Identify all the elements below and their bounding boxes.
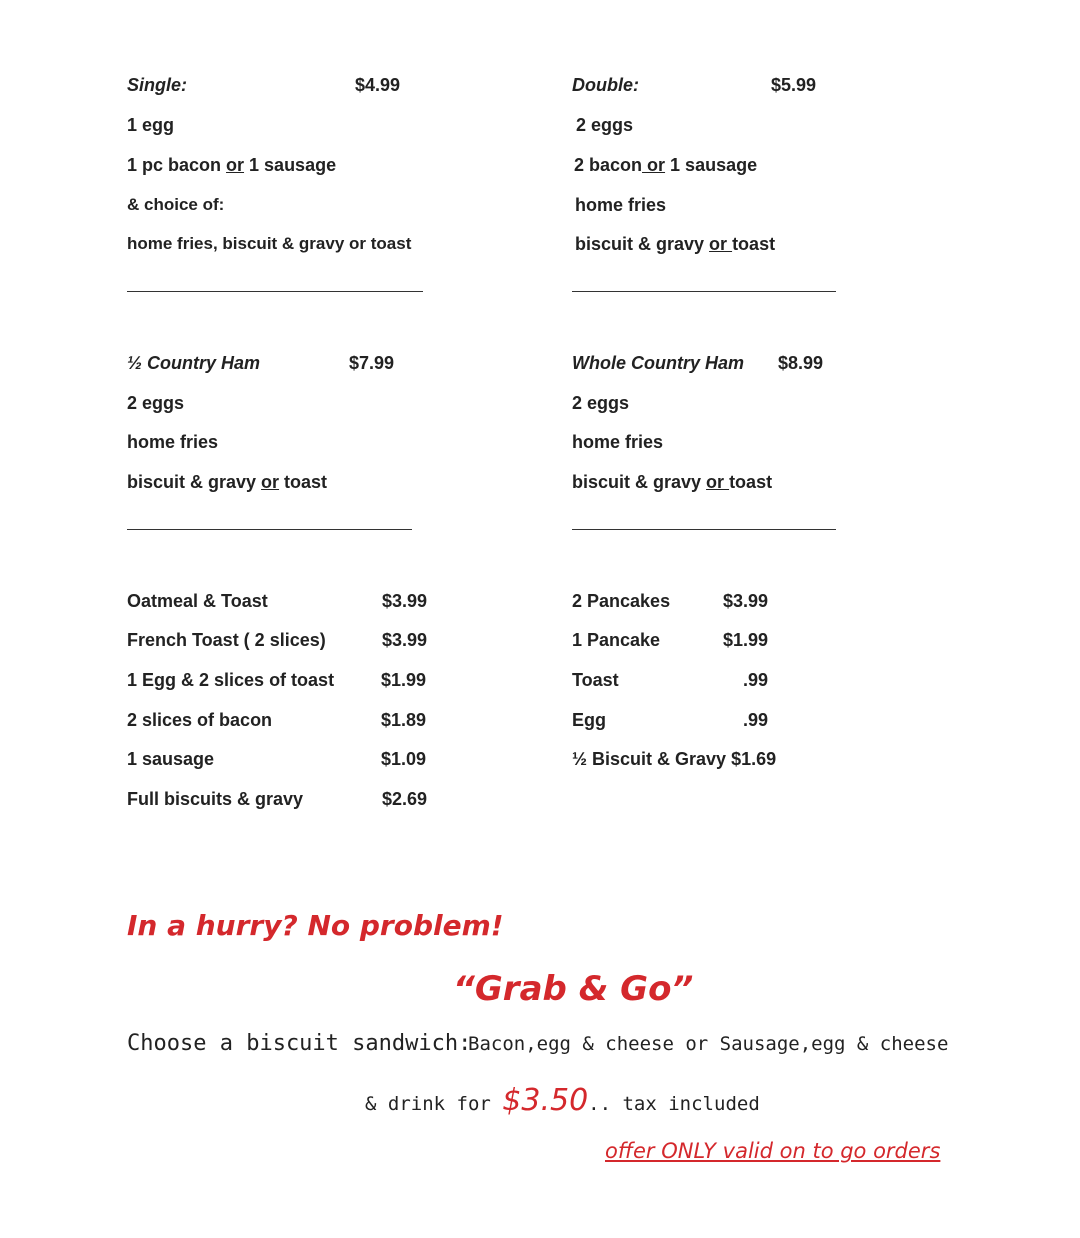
half-ham-line-3 <box>127 473 327 491</box>
list-item-price: $1.99 <box>723 630 769 650</box>
double-price: $5.99 <box>771 75 817 95</box>
list-item-name: 2 Pancakes <box>572 591 671 611</box>
double-line-2-or: or <box>642 155 666 175</box>
grab-go-heading: “Grab & Go” <box>453 969 694 1009</box>
single-line-2 <box>127 156 336 174</box>
double-line-2-post: 1 sausage <box>665 155 758 175</box>
single-line-2-post: 1 sausage <box>244 155 337 175</box>
divider <box>572 291 836 292</box>
whole-ham-title: Whole Country Ham <box>572 353 745 373</box>
list-item-price: $3.99 <box>382 630 428 650</box>
double-title: Double: <box>572 75 639 95</box>
list-item-name: 2 slices of bacon <box>127 710 273 730</box>
list-item-name: Oatmeal & Toast <box>127 591 268 611</box>
divider <box>572 529 836 530</box>
list-item-price: .99 <box>743 670 769 690</box>
drink-price: $3.50 <box>502 1083 589 1118</box>
list-item-price: $1.09 <box>381 749 427 769</box>
list-item-name: ½ Biscuit & Gravy $1.69 <box>572 749 777 769</box>
list-item-name: Full biscuits & gravy <box>127 789 304 809</box>
half-ham-line-2: home fries <box>127 432 219 452</box>
whole-ham-line-3-or: or <box>706 472 730 492</box>
list-item-price: $1.99 <box>381 670 427 690</box>
list-item-name: French Toast ( 2 slices) <box>127 630 326 650</box>
half-ham-title: ½ Country Ham <box>127 353 261 373</box>
double-line-3: home fries <box>575 195 667 215</box>
choose-options: Bacon,egg & cheese or Sausage,egg & cheese <box>468 1033 949 1055</box>
list-item-name: 1 sausage <box>127 749 215 769</box>
offer-note: offer ONLY valid on to go orders <box>605 1139 941 1163</box>
drink-offer-post: .. tax included <box>588 1093 760 1115</box>
divider <box>127 529 412 530</box>
half-ham-line-3-pre: biscuit & gravy <box>127 472 262 492</box>
list-item-price: $2.69 <box>382 789 428 809</box>
double-line-4-pre: biscuit & gravy <box>575 234 710 254</box>
list-item-price: $3.99 <box>382 591 428 611</box>
whole-ham-line-3-pre: biscuit & gravy <box>572 472 707 492</box>
double-line-4-or: or <box>709 234 733 254</box>
list-item-name: 1 Pancake <box>572 630 661 650</box>
half-ham-line-3-post: toast <box>279 472 328 492</box>
double-line-2-pre: 2 bacon <box>574 155 643 175</box>
drink-offer <box>365 1083 760 1118</box>
choose-label: Choose a biscuit sandwich: <box>127 1031 472 1056</box>
drink-offer-pre: & drink for <box>365 1093 503 1115</box>
single-line-3: & choice of: <box>127 195 225 214</box>
whole-ham-line-2: home fries <box>572 432 664 452</box>
double-line-4 <box>575 235 775 253</box>
double-line-2 <box>574 156 757 174</box>
list-item-name: Toast <box>572 670 619 690</box>
half-ham-line-1: 2 eggs <box>127 393 185 413</box>
divider <box>127 291 423 292</box>
single-line-2-or: or <box>226 155 245 175</box>
hurry-heading: In a hurry? No problem! <box>127 909 504 942</box>
half-ham-price: $7.99 <box>349 353 395 373</box>
whole-ham-line-1: 2 eggs <box>572 393 630 413</box>
single-price: $4.99 <box>355 75 401 95</box>
list-item-price: .99 <box>743 710 769 730</box>
single-title: Single: <box>127 75 188 95</box>
list-item-name: Egg <box>572 710 606 730</box>
whole-ham-line-3-post: toast <box>729 472 773 492</box>
double-line-4-post: toast <box>732 234 776 254</box>
whole-ham-price: $8.99 <box>778 353 824 373</box>
single-line-2-pre: 1 pc bacon <box>127 155 227 175</box>
list-item-price: $1.89 <box>381 710 427 730</box>
single-line-1: 1 egg <box>127 115 175 135</box>
single-line-4: home fries, biscuit & gravy or toast <box>127 234 412 253</box>
half-ham-line-3-or: or <box>261 472 280 492</box>
whole-ham-line-3 <box>572 473 772 491</box>
list-item-price: $3.99 <box>723 591 769 611</box>
double-line-1: 2 eggs <box>576 115 634 135</box>
list-item-name: 1 Egg & 2 slices of toast <box>127 670 335 690</box>
